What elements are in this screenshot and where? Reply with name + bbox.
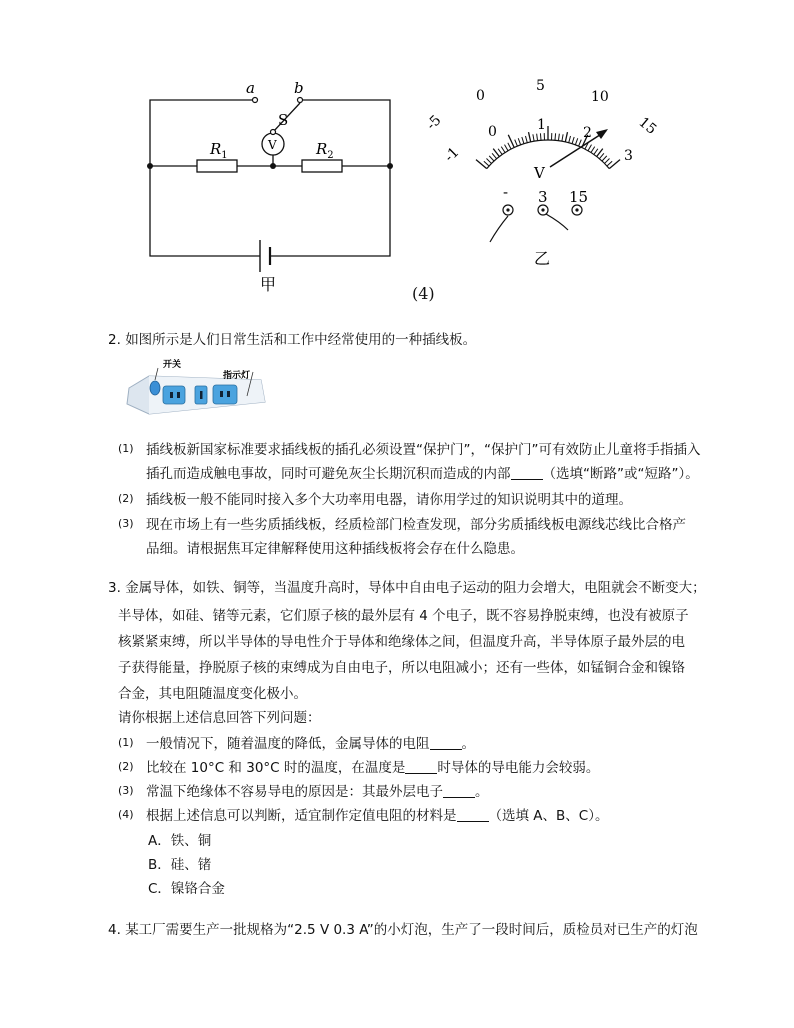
dial-tick xyxy=(525,136,527,143)
top-scale-label-10: 10 xyxy=(591,89,609,105)
dial-tick xyxy=(508,143,511,149)
needle-tip xyxy=(596,129,608,139)
label-a: a xyxy=(246,79,255,97)
q3-option-a[interactable]: A．铁、铜 xyxy=(148,833,212,849)
dial-tick xyxy=(609,160,620,169)
q3-passage-line1: 3. 金属导体，如铁、铜等，当温度升高时，导体中自由电子运动的阻力会增大，电阻就会不断变大； xyxy=(108,580,706,596)
lead-wire-right xyxy=(546,214,568,230)
terminal-label-3: 3 xyxy=(538,188,548,206)
dial-tick xyxy=(555,133,556,140)
q3-sub1-answer-blank[interactable] xyxy=(430,735,462,750)
dial-tick xyxy=(533,134,534,141)
wire-left xyxy=(150,100,260,256)
q3-sub1-number: (1) xyxy=(118,736,134,749)
dial-tick xyxy=(579,140,582,146)
dial-tick xyxy=(602,156,607,161)
power-strip-photo xyxy=(125,358,270,423)
bottom-scale-label-3: 3 xyxy=(624,148,633,164)
dial-tick xyxy=(562,134,563,141)
switch-button xyxy=(150,381,160,395)
q2-stem xyxy=(108,328,476,352)
photo-label-switch: 开关 xyxy=(163,360,182,370)
q2-sub1-line2: 插孔而造成触电事故，同时可避免灰尘长期沉积而造成的内部 （选填“断路”或“短路”）。 xyxy=(146,466,699,482)
q3-passage-line5: 合金，其电阻随温度变化极小。 xyxy=(118,686,307,702)
contact-a xyxy=(253,98,258,103)
contact-b xyxy=(298,98,303,103)
dial-tick xyxy=(605,158,610,163)
label-r2: $R_2$ xyxy=(316,140,334,161)
top-scale-label-15: 15 xyxy=(635,114,660,138)
resistor-r1 xyxy=(197,160,237,172)
voltmeter-dial-yi xyxy=(410,70,680,270)
dial-tick xyxy=(575,138,577,145)
q3-sub1-text: 一般情况下，随着温度的降低，金属导体的电阻 。 xyxy=(146,736,475,752)
bottom-scale-label-0: 0 xyxy=(488,124,497,140)
label-s: S xyxy=(278,111,289,129)
q3-sub3-answer-blank[interactable] xyxy=(443,783,475,798)
dial-tick xyxy=(518,138,520,145)
q3-sub2-number: (2) xyxy=(118,760,134,773)
q2-sub3-line2: 品细。请根据焦耳定律解释使用这种插线板将会存在什么隐患。 xyxy=(146,541,524,557)
dial-tick xyxy=(572,137,574,144)
caption-jia: 甲 xyxy=(260,275,277,294)
q2-sub2-number: (2) xyxy=(118,492,134,505)
junction-right xyxy=(387,163,393,169)
q2-sub1-line1: 插线板新国家标准要求插线板的插孔必须设置“保护门”，“保护门”可有效防止儿童将手指插入 xyxy=(146,442,701,458)
dial-tick xyxy=(484,161,489,166)
q3-passage-line2: 半导体，如硅、锗等元素，它们原子核的最外层有 4 个电子，既不容易挣脱束缚，也没有被原子 xyxy=(118,608,689,624)
q2-sub3-number: (3) xyxy=(118,517,134,530)
dial-tick xyxy=(489,156,494,161)
top-scale-label-0: 0 xyxy=(476,88,485,104)
top-scale-label-minus5: -5 xyxy=(423,112,445,134)
bottom-scale-label-minus1: -1 xyxy=(441,144,463,166)
dial-tick xyxy=(515,140,518,146)
dial-tick xyxy=(522,137,524,144)
caption-yi: 乙 xyxy=(534,249,551,268)
terminal-label-15: 15 xyxy=(569,188,589,206)
dial-tick xyxy=(591,147,595,153)
dial-tick xyxy=(486,158,491,163)
q3-sub4-number: (4) xyxy=(118,808,134,821)
dial-tick xyxy=(558,134,559,141)
label-r1: $R_1$ xyxy=(210,140,228,161)
dial-tick xyxy=(501,147,505,153)
dial-tick xyxy=(599,153,603,158)
dial-tick xyxy=(569,136,571,143)
photo-label-indicator: 指示灯 xyxy=(223,371,251,381)
lead-wire-left xyxy=(490,216,508,242)
figure-number: (4) xyxy=(412,284,435,303)
switch-pivot xyxy=(271,130,276,135)
q3-prompt: 请你根据上述信息回答下列问题： xyxy=(118,710,321,726)
terminal-label-negative: - xyxy=(503,183,509,201)
dial-tick xyxy=(565,132,567,142)
q3-sub4-answer-blank[interactable] xyxy=(457,807,489,822)
q2-sub1-answer-blank[interactable] xyxy=(511,465,543,480)
q3-passage-line4: 子获得能量，挣脱原子核的束缚成为自由电子，所以电阻减小；还有一些体，如锰铜合金和镍铬 xyxy=(118,660,685,676)
resistor-r2 xyxy=(302,160,342,172)
q3-sub4-text: 根据上述信息可以判断，适宜制作定值电阻的材料是 （选填 A、B、C）。 xyxy=(146,808,609,824)
q4-text: 4. 某工厂需要生产一批规格为“2.5 V 0.3 A”的小灯泡，生产了一段时间后，质检员对已生产的灯泡 xyxy=(108,922,698,938)
dial-tick xyxy=(476,160,487,169)
q2-sub1-number: (1) xyxy=(118,442,134,455)
q2-stem-text: 如图所示是人们日常生活和工作中经常使用的一种插线板。 xyxy=(125,332,477,348)
circuit-diagram-jia xyxy=(140,76,410,296)
dial-tick xyxy=(594,149,598,155)
q3-option-c[interactable]: C．镍铬合金 xyxy=(148,881,225,897)
dial-tick xyxy=(607,161,612,166)
q3-option-b[interactable]: B．硅、锗 xyxy=(148,857,212,873)
junction-middle xyxy=(270,163,276,169)
q2-sub3-line1: 现在市场上有一些劣质插线板，经质检部门检查发现，部分劣质插线板电源线芯线比合格产 xyxy=(146,517,686,533)
dial-tick xyxy=(505,145,509,151)
q3-sub2-answer-blank[interactable] xyxy=(405,759,437,774)
q3-sub2-text: 比较在 10°C 和 30°C 时的温度，在温度是 时导体的导电能力会较弱。 xyxy=(146,760,600,776)
bottom-scale-label-1: 1 xyxy=(537,117,546,133)
q3-passage-line3: 核紧紧束缚，所以半导体的导电性介于导体和绝缘体之间，但温度升高，半导体原子最外层的电 xyxy=(118,634,685,650)
dial-tick xyxy=(492,153,496,158)
junction-left xyxy=(147,163,153,169)
q2-number: 2. xyxy=(108,332,121,348)
label-b: b xyxy=(294,79,304,97)
dial-arc xyxy=(487,140,610,169)
dial-tick xyxy=(498,149,502,155)
bottom-scale-label-2: 2 xyxy=(583,125,592,141)
top-scale-label-5: 5 xyxy=(536,78,545,94)
label-v: V xyxy=(268,138,277,152)
dial-tick xyxy=(540,133,541,140)
q2-sub2-text: 插线板一般不能同时接入多个大功率用电器，请你用学过的知识说明其中的道理。 xyxy=(146,492,632,508)
dial-tick xyxy=(537,134,538,141)
meter-label-v: V xyxy=(534,164,545,182)
dial-tick xyxy=(588,145,592,151)
dial-tick xyxy=(529,132,531,142)
q3-sub3-text: 常温下绝缘体不容易导电的原因是：其最外层电子 。 xyxy=(146,784,489,800)
q3-sub3-number: (3) xyxy=(118,784,134,797)
